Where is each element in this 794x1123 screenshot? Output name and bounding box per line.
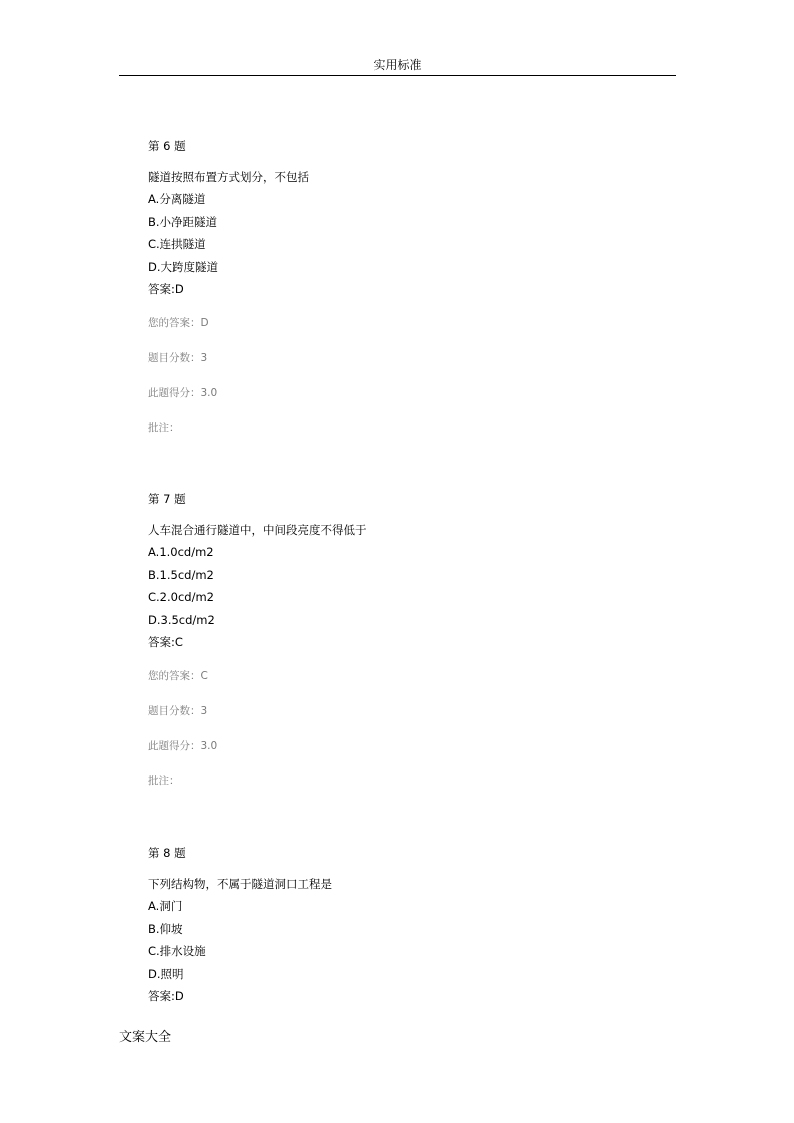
option-c: C.排水设施: [148, 944, 206, 959]
question-text: 下列结构物，不属于隧道洞口工程是: [148, 877, 332, 891]
page-footer: [119, 1028, 171, 1048]
page-header-title: 实用标准: [373, 58, 422, 72]
result-meta: [148, 667, 668, 807]
question-score: 题目分数：3: [148, 352, 208, 365]
page-header: [119, 56, 676, 76]
option-d: D.3.5cd/m2: [148, 612, 215, 627]
option-d: D.大跨度隧道: [148, 259, 219, 274]
option-c: C.连拱隧道: [148, 237, 206, 252]
question-text: 隧道按照布置方式划分，不包括: [148, 170, 309, 184]
option-b: B.小净距隧道: [148, 214, 218, 229]
question-number: 第 7 题: [148, 492, 186, 506]
points-earned: 此题得分：3.0: [148, 740, 218, 753]
question-6: [148, 136, 668, 454]
correct-answer: 答案:D: [148, 988, 184, 1003]
option-a: A.1.0cd/m2: [148, 545, 214, 560]
question-8: [148, 843, 668, 1007]
option-b: B.仰坡: [148, 921, 183, 936]
question-score: 题目分数：3: [148, 705, 208, 718]
note-label: 批注：: [148, 775, 180, 788]
points-earned: 此题得分：3.0: [148, 387, 218, 400]
your-answer: 您的答案：D: [148, 317, 209, 330]
note-label: 批注：: [148, 422, 180, 435]
question-7: [148, 489, 668, 807]
option-a: A.洞门: [148, 899, 183, 914]
your-answer: 您的答案：C: [148, 670, 208, 683]
question-text: 人车混合通行隧道中，中间段亮度不得低于: [148, 523, 367, 537]
option-d: D.照明: [148, 966, 184, 981]
correct-answer: 答案:C: [148, 634, 183, 649]
result-meta: [148, 314, 668, 454]
correct-answer: 答案:D: [148, 281, 184, 296]
page-footer-text: 文案大全: [119, 1030, 172, 1045]
question-number: 第 6 题: [148, 139, 186, 153]
question-number: 第 8 题: [148, 846, 186, 860]
option-b: B.1.5cd/m2: [148, 567, 214, 582]
option-c: C.2.0cd/m2: [148, 590, 214, 605]
option-a: A.分离隧道: [148, 192, 206, 207]
